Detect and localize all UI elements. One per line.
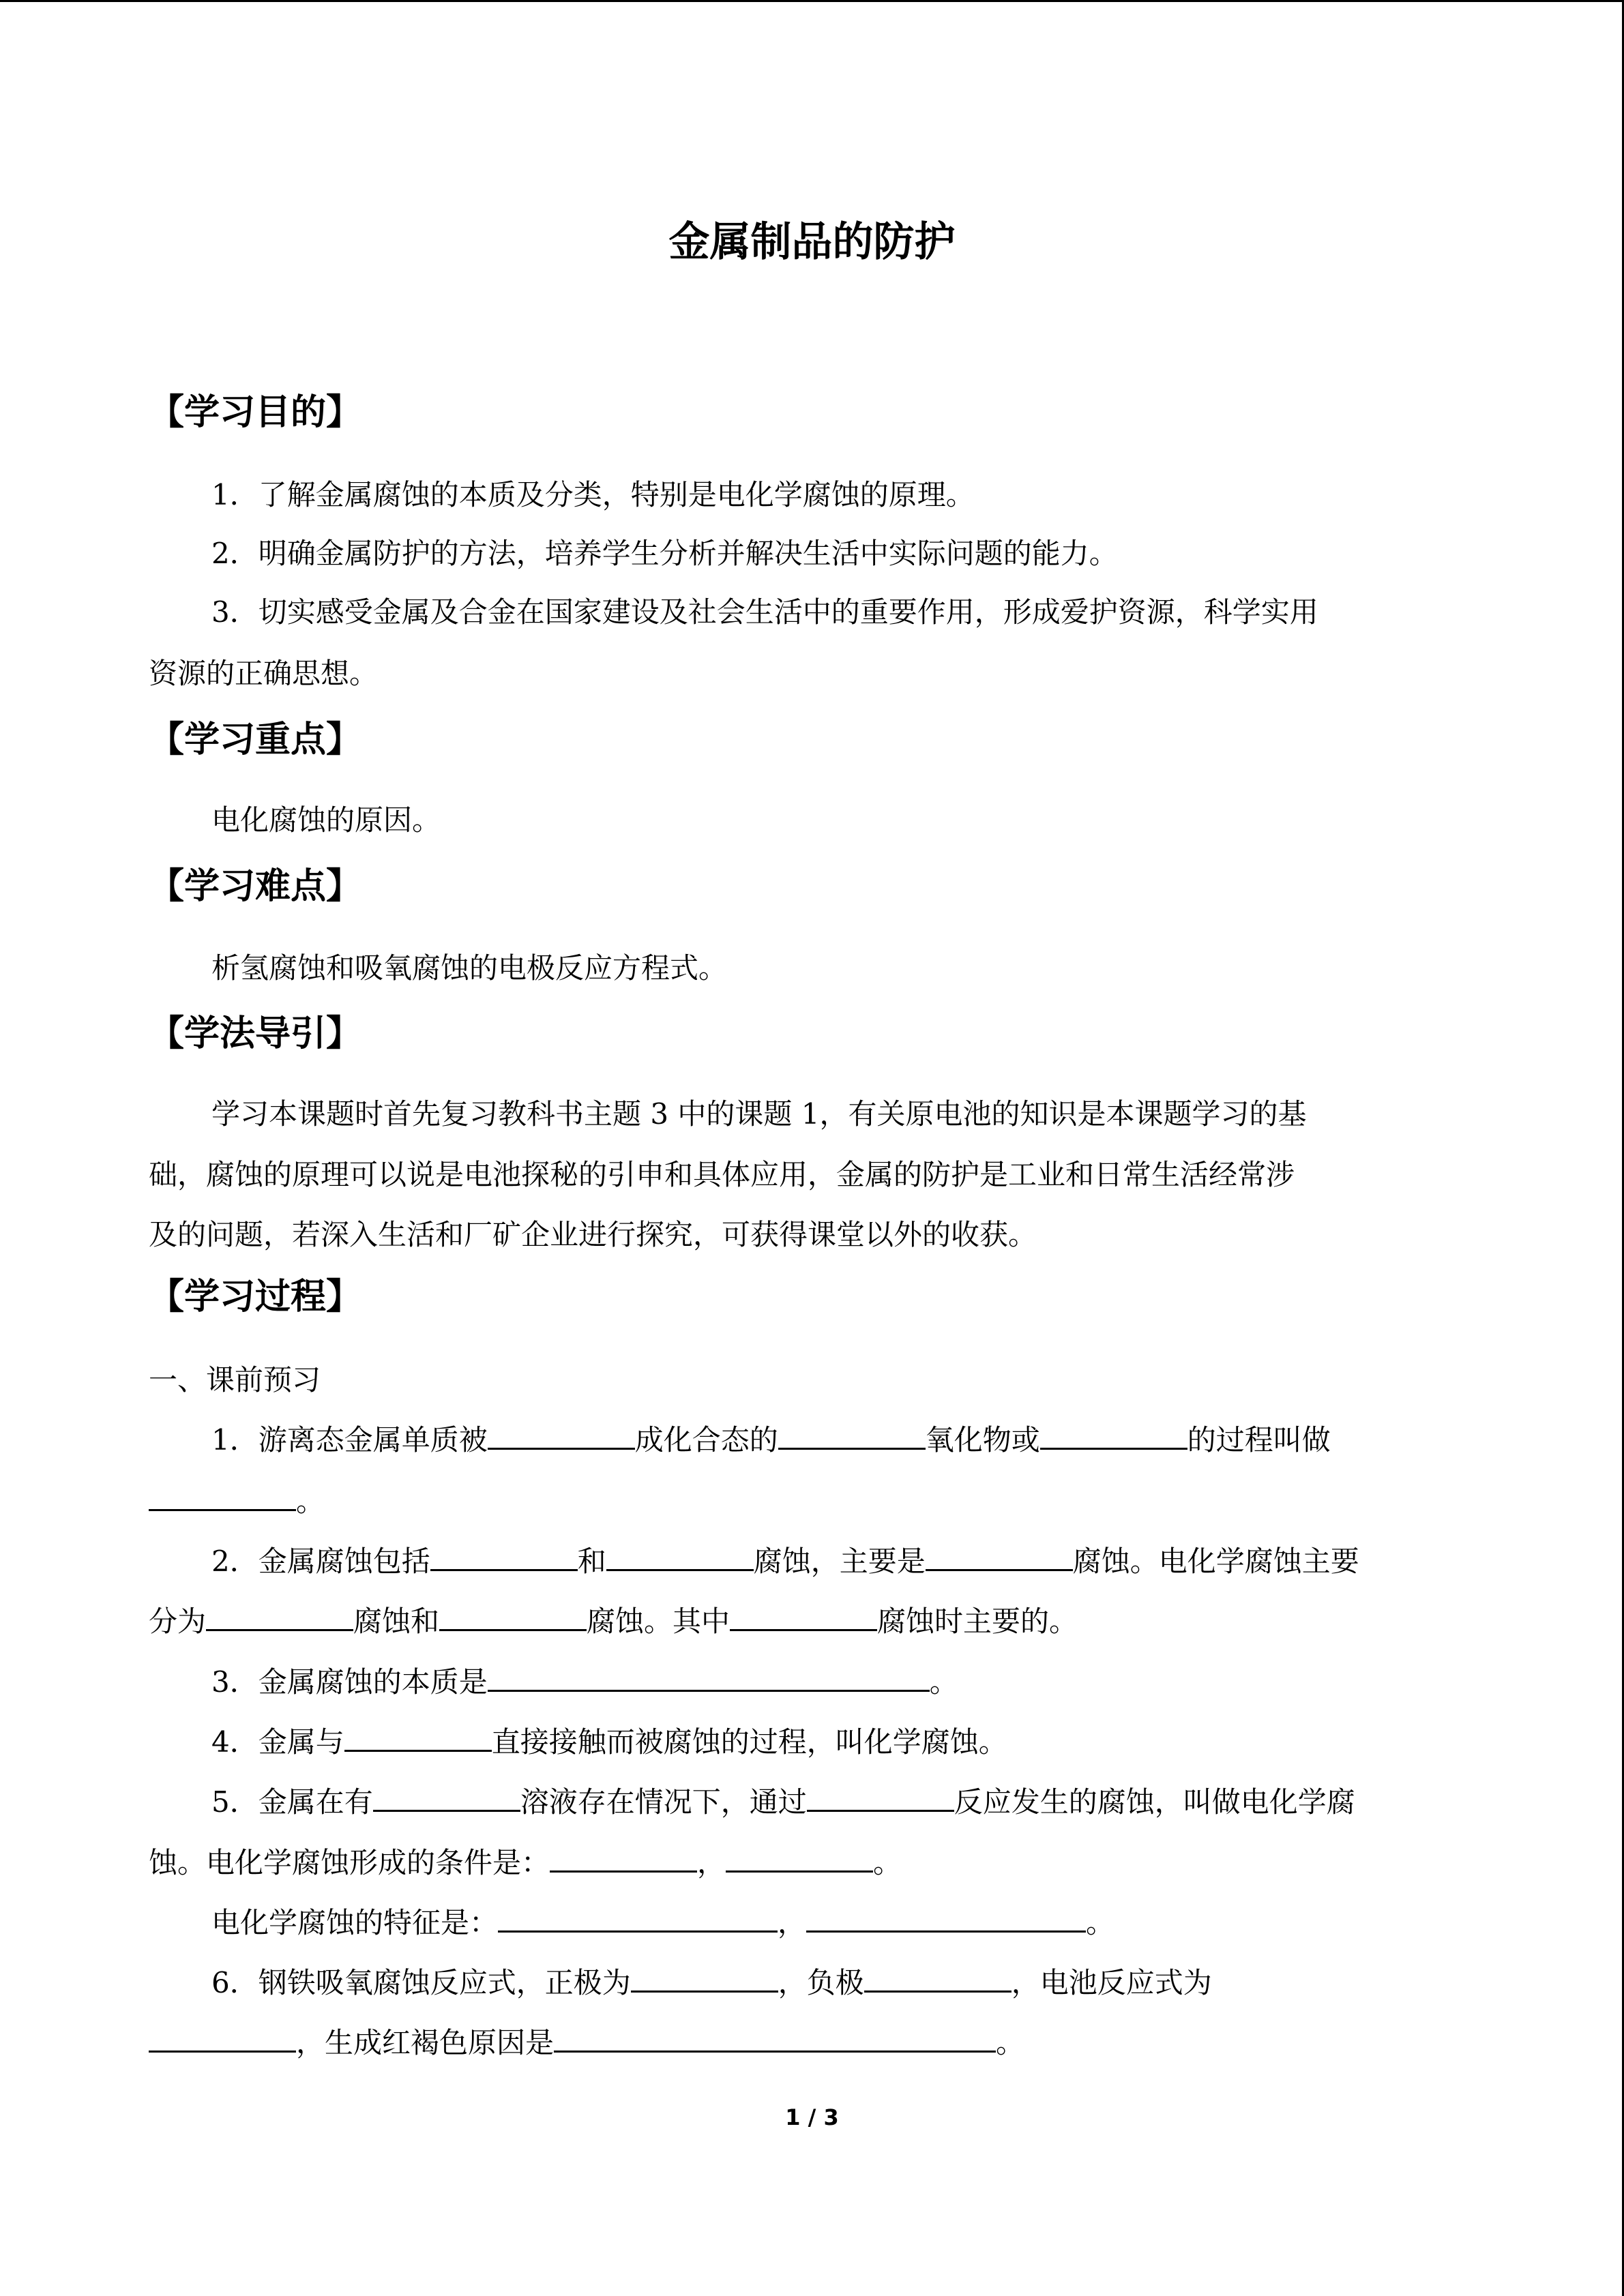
fill-blank [488,1414,635,1450]
fill-blank [1040,1414,1187,1450]
subsection-preview: 一、课前预习 [149,1363,321,1397]
objective-item-1: 1．了解金属腐蚀的本质及分类，特别是电化学腐蚀的原理。 [211,478,975,511]
question-5-text-b: 溶液存在情况下，通过 [520,1785,807,1819]
document-title: 金属制品的防护 [668,218,956,266]
objective-item-3-line-1: 3．切实感受金属及合金在国家建设及社会生活中的重要作用，形成爱护资源，科学实用 [211,595,1318,629]
fill-blank [726,1836,873,1873]
fill-blank [439,1595,587,1631]
question-5-line-2 [149,1836,902,1890]
fill-blank [149,2016,296,2053]
question-6-text-c: ，电池反应式为 [1011,1966,1212,1999]
fill-blank [550,1836,697,1873]
fill-blank [149,1475,296,1511]
question-5b-text-a: 电化学腐蚀的特征是： [211,1906,499,1939]
heading-objectives: 【学习目的】 [149,392,362,433]
question-3-text-a: 3．金属腐蚀的本质是 [211,1665,488,1699]
question-5b-text-b: ， [778,1906,807,1939]
question-1-line-2 [149,1474,325,1529]
question-5-text-e: ， [697,1846,726,1879]
question-3 [211,1655,958,1710]
question-2-line-1 [211,1534,1359,1589]
heading-difficulties: 【学习难点】 [149,866,362,907]
page-number: 1 / 3 [785,2104,839,2130]
objective-item-2: 2．明确金属防护的方法，培养学生分析并解决生活中实际问题的能力。 [211,537,1118,570]
question-2-text-e: 分为 [149,1605,207,1638]
question-2-line-2 [149,1594,1078,1649]
question-5-text-c: 反应发生的腐蚀，叫做电化学腐 [954,1785,1355,1819]
question-4-text-a: 4．金属与 [211,1725,344,1759]
question-6-text-d: ，生成红褐色原因是 [296,2026,555,2059]
fill-blank [373,1776,520,1812]
question-5-line-1 [211,1775,1355,1830]
heading-key-points: 【学习重点】 [149,719,362,760]
fill-blank [926,1535,1073,1571]
question-1-text-e: 。 [296,1485,325,1518]
question-2-text-h: 腐蚀时主要的。 [877,1605,1078,1638]
fill-blank [778,1414,926,1450]
question-2-text-c: 腐蚀，主要是 [753,1545,926,1578]
fill-blank [554,2016,996,2053]
question-5-text-d: 蚀。电化学腐蚀形成的条件是： [149,1846,550,1879]
method-line-2: 础，腐蚀的原理可以说是电池探秘的引申和具体应用，金属的防护是工业和日常生活经常涉 [149,1158,1295,1191]
question-5b-text-c: 。 [1086,1906,1115,1939]
question-1-text-a: 1．游离态金属单质被 [211,1423,488,1457]
fill-blank [344,1716,492,1752]
question-6-line-2 [149,2016,1024,2070]
key-points-text: 电化腐蚀的原因。 [211,803,441,837]
question-5-text-a: 5．金属在有 [211,1785,373,1819]
question-2-text-a: 2．金属腐蚀包括 [211,1545,430,1578]
question-4-text-b: 直接接触而被腐蚀的过程，叫化学腐蚀。 [491,1725,1007,1759]
fill-blank [631,1956,778,1993]
method-line-3: 及的问题，若深入生活和厂矿企业进行探究，可获得课堂以外的收获。 [149,1218,1037,1251]
question-6-line-1 [211,1956,1212,2010]
objective-item-3-line-2: 资源的正确思想。 [149,657,379,690]
question-5-line-3 [211,1896,1114,1950]
question-6-text-a: 6．钢铁吸氧腐蚀反应式，正极为 [211,1966,631,1999]
fill-blank [730,1595,877,1631]
question-5-text-f: 。 [873,1846,902,1879]
question-1-line-1 [211,1413,1331,1467]
question-3-text-b: 。 [929,1665,958,1699]
fill-blank [864,1956,1012,1993]
question-1-text-c: 氧化物或 [925,1423,1040,1457]
question-2-text-g: 腐蚀。其中 [587,1605,730,1638]
heading-method: 【学法导引】 [149,1013,362,1054]
fill-blank [606,1535,754,1571]
fill-blank [488,1656,930,1692]
question-4 [211,1715,1007,1770]
difficulties-text: 析氢腐蚀和吸氧腐蚀的电极反应方程式。 [211,951,728,985]
fill-blank [430,1535,578,1571]
heading-process: 【学习过程】 [149,1277,362,1317]
fill-blank [807,1776,954,1812]
question-2-text-b: 和 [577,1545,606,1578]
fill-blank [498,1896,778,1933]
question-1-text-d: 的过程叫做 [1187,1423,1331,1457]
fill-blank [206,1595,353,1631]
fill-blank [806,1896,1086,1933]
page-top-border [0,0,1624,2]
method-line-1: 学习本课题时首先复习教科书主题 3 中的课题 1，有关原电池的知识是本课题学习的基 [211,1097,1307,1131]
question-6-text-e: 。 [996,2026,1025,2059]
question-1-text-b: 成化合态的 [634,1423,778,1457]
question-2-text-d: 腐蚀。电化学腐蚀主要 [1072,1545,1359,1578]
question-6-text-b: ，负极 [778,1966,864,1999]
question-2-text-f: 腐蚀和 [353,1605,440,1638]
